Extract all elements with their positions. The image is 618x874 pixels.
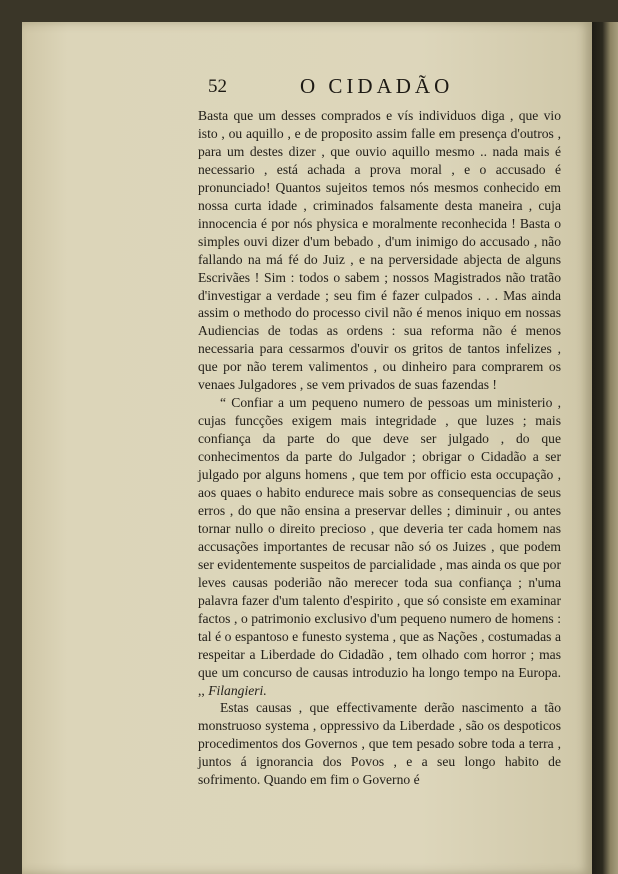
running-title: O CIDADÃO	[300, 74, 454, 98]
page-number: 52	[208, 76, 227, 97]
quote-attribution: Filangieri.	[208, 682, 267, 698]
book-binding-edge	[592, 22, 618, 874]
paragraph-2-quote	[198, 394, 561, 699]
body-text	[198, 107, 561, 789]
paragraph-3: Estas causas , que effectivamente derão nascimento a tão monstruoso systema , oppressivo da Liberdade , são os despoticos procedimentos dos Governos , que tem pesado sobre toda a terra , juntos á ignorancia dos Povos , e a seu longo habito de sofrimento. Quando em fim o Governo é	[198, 700, 561, 788]
paragraph-1: Basta que um desses comprados e vís individuos diga , que vio isto , ou aquillo , e de proposito assim falle em presença d'outros , para um destes dizer , que ouvio aquillo mesmo .. nada mais é necessario , está achada a prova moral , e o accusado é pronunciado! Quantos sujeitos temos nós mesmos conhecido em nossa curta idade , criminados falsamente desta maneira , cuja innocencia é por nós physica e moralmente reconhecida ! Basta o simples ouvi dizer d'um bebado , d'um inimigo do accusado , não fallando na má fé do Juiz , e na perversidade abjecta de alguns Escrivães ! Sim : todos o sabem ; nossos Magistrados não tratão d'investigar a verdade ; seu fim é fazer culpados . . . Mas ainda assim o methodo do processo civil não é menos iniquo em nossas Audiencias de todas as ordens : sua reforma não é menos necessaria para cessarmos d'ouvir os gritos de tantos infelizes , que por não terem valimentos , ou dinheiro para comprarem os venaes Julgadores , se vem privados de suas fazendas !	[198, 108, 561, 393]
page-header	[208, 72, 588, 102]
quote-text: “ Confiar a um pequeno numero de pessoas um ministerio , cujas funcções exigem mais integridade , que luzes ; mais confiança da parte do que deve ser julgado , do que conhecimentos da parte do Julgador ; obrigar o Cidadão a ser julgado por alguns homens , que tem por officio esta occupação , aos quaes o habito endurece mais sobre as consequencias de seus erros , do que não ensina a preservar delles ; diminuir , ou antes tornar nullo o direito precioso , que deveria ter cada homem nas accusações importantes de recusar não só os Juizes , que podem ser evidentemente suspeitos de parcialidade , mas ainda os que por leves causas poderião não merecer toda sua confiança ; n'uma palavra fazer d'um talento d'espirito , que só consiste em examinar factos , o patrimonio exclusivo d'um pequeno numero de homens : tal é o espantoso e funesto systema , que as Nações , costumadas a respeitar a Liberdade do Cidadão , tem olhado com horror ; mas que um concurso de causas introduzio ha longo tempo na Europa. ,,	[198, 395, 561, 698]
